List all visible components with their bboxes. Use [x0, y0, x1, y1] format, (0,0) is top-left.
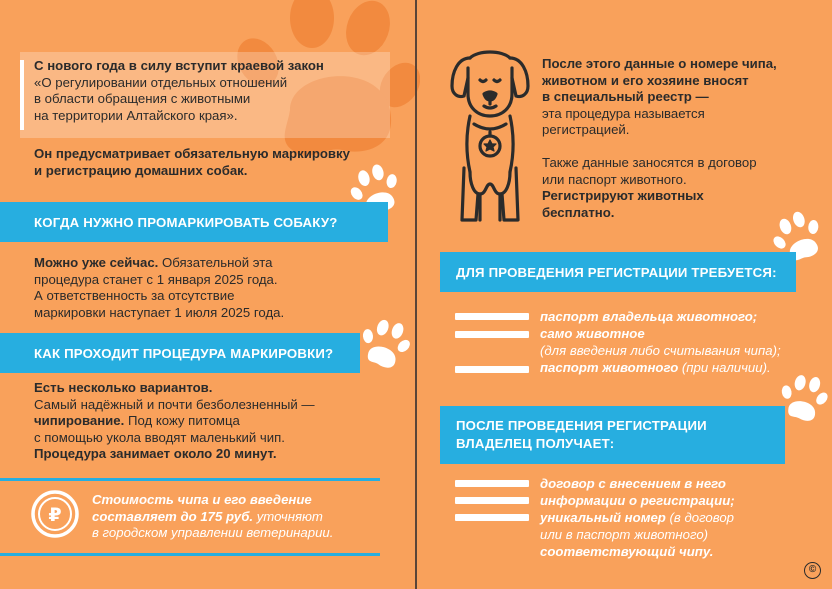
copyright-mark: ©: [804, 562, 821, 579]
after-line9: бесплатно.: [542, 204, 615, 220]
how-line2: Самый надёжный и почти безболезненный —: [34, 396, 315, 412]
receives-title-line2: ВЛАДЕЛЕЦ ПОЛУЧАЕТ:: [456, 436, 615, 451]
section-how-title: КАК ПРОХОДИТ ПРОЦЕДУРА МАРКИРОВКИ?: [0, 333, 360, 373]
intro-provides: [34, 146, 404, 179]
provides-line1: Он предусматривает обязательную маркировку: [34, 146, 350, 161]
cost-line3: в городском управлении ветеринарии.: [92, 525, 334, 540]
after-line8: Регистрируют животных: [542, 188, 704, 203]
provides-line2: и регистрацию домашних собак.: [34, 162, 248, 178]
list-bullet-line: [455, 366, 529, 373]
how-line3-rest: Под кожу питомца: [124, 413, 240, 428]
how-line5: Процедура занимает около 20 минут.: [34, 446, 277, 461]
how-line3-bold: чипирование.: [34, 413, 125, 428]
ruble-coin-icon: [30, 489, 80, 539]
section-when-text: [34, 255, 409, 321]
receives-title-line1: ПОСЛЕ ПРОВЕДЕНИЯ РЕГИСТРАЦИИ: [456, 418, 707, 433]
list-bullet-line: [455, 497, 529, 504]
receives-item2-rest: (в договор: [665, 510, 735, 525]
page-divider: [415, 0, 417, 589]
paw-icon: [358, 318, 414, 378]
after-line4: эта процедура называется: [542, 105, 705, 121]
list-bullet-line: [455, 480, 529, 487]
list-bullet-line: [455, 514, 529, 521]
section-how-text: [34, 380, 409, 463]
after-text: [542, 56, 822, 221]
cost-top-line: [0, 478, 380, 481]
after-line6: Также данные заносятся в договор: [542, 155, 757, 170]
cost-line2-rest: уточняют: [253, 508, 323, 524]
requires-list: [540, 308, 830, 376]
cost-line2-bold: составляет до 175 руб.: [92, 508, 254, 524]
cost-line1: Стоимость чипа и его введение: [92, 492, 312, 507]
intro-accent-bar: [20, 60, 24, 130]
when-line4: маркировки наступает 1 июля 2025 года.: [34, 304, 285, 320]
list-bullet-line: [455, 313, 529, 320]
receives-item2-line2: или в паспорт животного): [540, 527, 709, 542]
when-line2: процедура станет с 1 января 2025 года.: [34, 271, 278, 287]
cost-bottom-line: [0, 553, 380, 556]
how-line1: Есть несколько вариантов.: [34, 380, 213, 395]
when-line3: А ответственность за отсутствие: [34, 288, 235, 303]
requires-item3: паспорт животного: [540, 360, 679, 375]
intro-text: [34, 58, 394, 124]
intro-line3: в области обращения с животными: [34, 91, 251, 106]
after-line3: в специальный реестр —: [542, 89, 709, 104]
section-when-title: КОГДА НУЖНО ПРОМАРКИРОВАТЬ СОБАКУ?: [0, 202, 388, 242]
intro-line4: на территории Алтайского края».: [34, 107, 238, 123]
intro-line1: С нового года в силу вступит краевой закон: [34, 58, 324, 73]
how-line4: с помощью укола вводят маленький чип.: [34, 429, 285, 445]
receives-item2-line3: соответствующий чипу.: [540, 544, 714, 559]
receives-item1-line1: договор с внесением в него: [540, 476, 726, 491]
after-line2: животном и его хозяине вносят: [542, 72, 749, 88]
after-line7: или паспорт животного.: [542, 171, 687, 187]
receives-item2-bold: уникальный номер: [540, 510, 666, 525]
when-line1-rest: Обязательной эта: [158, 255, 273, 270]
after-line1: После этого данные о номере чипа,: [542, 56, 777, 71]
after-line5: регистрацией.: [542, 122, 630, 137]
intro-line2: «О регулировании отдельных отношений: [34, 74, 288, 90]
when-lead: Можно уже сейчас.: [34, 255, 159, 270]
coin-symbol: ₽: [48, 504, 62, 526]
requires-item1: паспорт владельца животного;: [540, 309, 758, 324]
requires-item2-note: (для введения либо считывания чипа);: [540, 343, 781, 358]
receives-list: [540, 475, 830, 560]
section-receives-title: [440, 406, 785, 464]
dog-icon: [448, 44, 532, 226]
requires-item2: само животное: [540, 326, 645, 341]
section-requires-title: ДЛЯ ПРОВЕДЕНИЯ РЕГИСТРАЦИИ ТРЕБУЕТСЯ:: [440, 252, 796, 292]
cost-text: [92, 492, 392, 542]
list-bullet-line: [455, 331, 529, 338]
paw-icon: [778, 372, 832, 432]
requires-item3-note: (при наличии).: [678, 360, 771, 375]
receives-item1-line2: информации о регистрации;: [540, 493, 735, 508]
